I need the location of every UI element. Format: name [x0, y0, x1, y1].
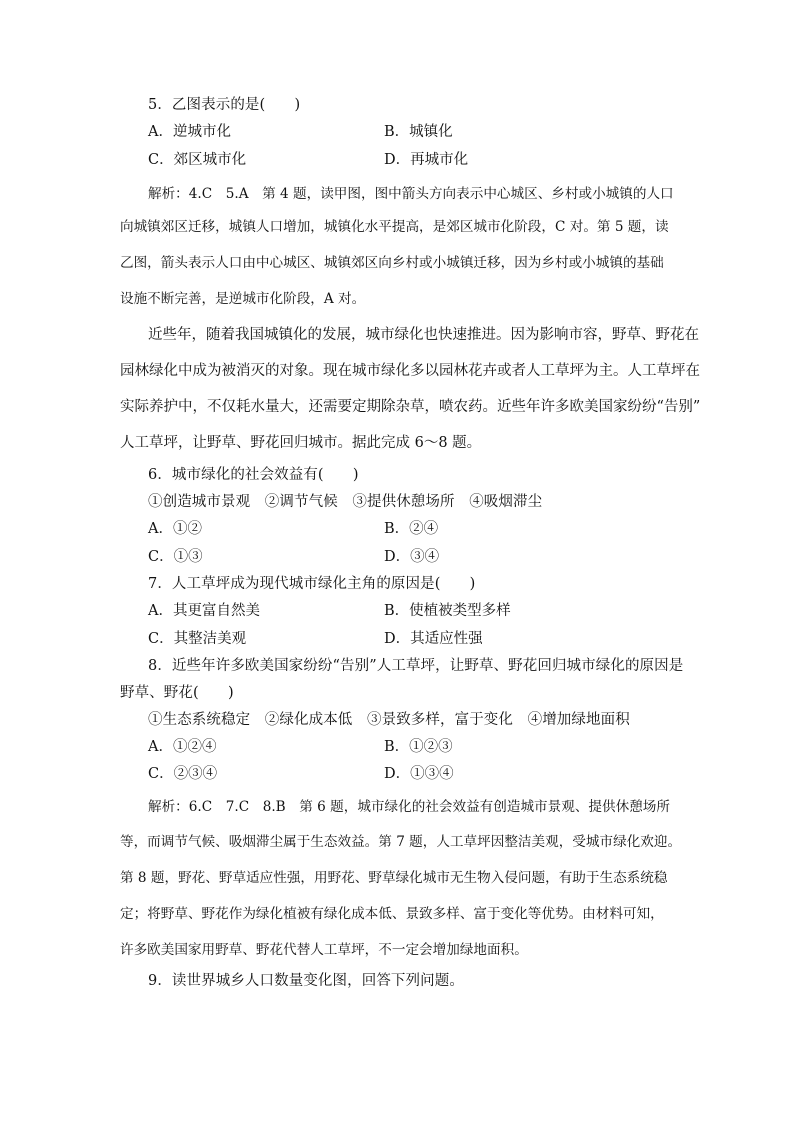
question-5-option-a: A．逆城市化	[148, 124, 231, 140]
question-5-option-d: D．再城市化	[384, 152, 469, 168]
passage-line: 园林绿化中成为被消灭的对象。现在城市绿化多以园林花卉或者人工草坪为主。人工草坪在	[120, 363, 700, 379]
explanation-4-5-line: 设施不断完善，是逆城市化阶段，A 对。	[120, 291, 366, 307]
passage-line: 人工草坪，让野草、野花回归城市。据此完成 6～8 题。	[120, 435, 482, 451]
explanation-6-8-line: 许多欧美国家用野草、野花代替人工草坪，不一定会增加绿地面积。	[120, 942, 528, 958]
explanation-6-8-line: 等，而调节气候、吸烟滞尘属于生态效益。第 7 题，人工草坪因整洁美观，受城市绿化欢迎。	[120, 834, 682, 850]
question-7-option-c: C．其整洁美观	[148, 631, 247, 647]
passage-line: 实际养护中，不仅耗水量大，还需要定期除杂草，喷农药。近些年许多欧美国家纷纷“告别”	[120, 399, 701, 415]
question-7-option-b: B．使植被类型多样	[384, 603, 511, 619]
question-8-option-b: B．①②③	[384, 739, 453, 755]
question-7-stem: 7．人工草坪成为现代城市绿化主角的原因是( )	[148, 576, 476, 592]
passage-line: 近些年，随着我国城镇化的发展，城市绿化也快速推进。因为影响市容，野草、野花在	[148, 327, 699, 343]
question-5-option-b: B．城镇化	[384, 124, 453, 140]
question-6-option-b: B．②④	[384, 521, 439, 537]
question-6-option-a: A．①②	[148, 521, 202, 537]
explanation-6-8-line: 第 8 题，野花、野草适应性强，用野花、野草绿化城市无生物入侵问题，有助于生态系统稳	[120, 870, 668, 886]
question-6-option-d: D．③④	[384, 549, 440, 565]
question-7-option-a: A．其更富自然美	[148, 603, 260, 619]
question-8-stem-continued: 野草、野花( )	[120, 685, 234, 701]
question-8-option-c: C．②③④	[148, 766, 218, 782]
explanation-4-5-line: 解析：4.C 5.A 第 4 题，读甲图，图中箭头方向表示中心城区、乡村或小城镇的人口	[148, 186, 674, 202]
explanation-4-5-line: 乙图，箭头表示人口由中心城区、城镇郊区向乡村或小城镇迁移，因为乡村或小城镇的基础	[120, 255, 664, 271]
question-8-option-d: D．①③④	[384, 766, 454, 782]
question-6-items: ①创造城市景观 ②调节气候 ③提供休憩场所 ④吸烟滞尘	[148, 494, 543, 510]
question-5-option-c: C．郊区城市化	[148, 152, 247, 168]
question-8-stem: 8．近些年许多欧美国家纷纷“告别”人工草坪，让野草、野花回归城市绿化的原因是	[148, 658, 684, 674]
explanation-6-8-line: 定；将野草、野花作为绿化植被有绿化成本低、景致多样、富于变化等优势。由材料可知，	[120, 906, 664, 922]
question-8-option-a: A．①②④	[148, 739, 217, 755]
question-8-items: ①生态系统稳定 ②绿化成本低 ③景致多样，富于变化 ④增加绿地面积	[148, 712, 630, 728]
question-6-option-c: C．①③	[148, 549, 203, 565]
explanation-4-5-line: 向城镇郊区迁移，城镇人口增加，城镇化水平提高，是郊区城市化阶段，C 对。第 5 题，读	[120, 219, 669, 235]
question-5-stem: 5．乙图表示的是( )	[148, 97, 301, 113]
explanation-6-8-line: 解析：6.C 7.C 8.B 第 6 题，城市绿化的社会效益有创造城市景观、提供休憩场所	[148, 799, 670, 815]
question-7-option-d: D．其适应性强	[384, 631, 483, 647]
question-6-stem: 6．城市绿化的社会效益有( )	[148, 467, 359, 483]
question-9-stem: 9．读世界城乡人口数量变化图，回答下列问题。	[148, 973, 464, 989]
